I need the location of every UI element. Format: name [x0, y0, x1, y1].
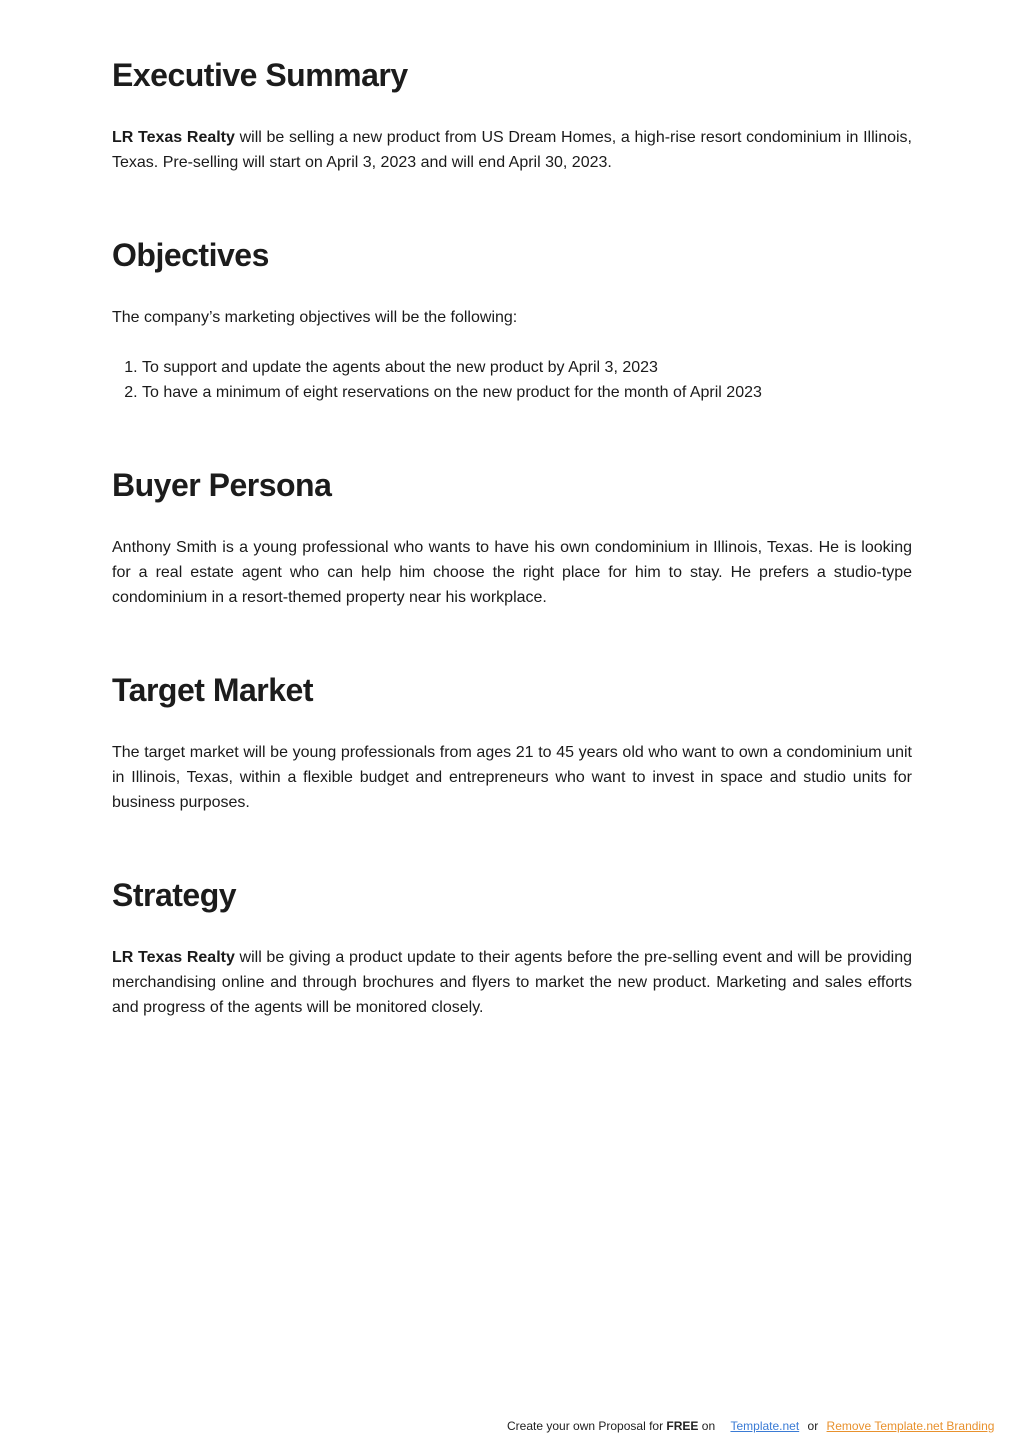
footer-branding — [507, 1419, 994, 1433]
section-heading: Buyer Persona — [112, 467, 332, 503]
footer-on: on — [698, 1419, 716, 1433]
section-paragraph: Anthony Smith is a young professional who wants to have his own condominium in Illinois, Texas. He is looking for a real estate agent who can help him choose the right place for him to stay. He prefers a studio-type condominium in a resort-themed property near his workplace. — [112, 539, 912, 606]
section-heading: Strategy — [112, 877, 237, 913]
section-paragraph — [112, 125, 912, 175]
template-net-link[interactable]: Template.net — [730, 1419, 800, 1433]
section-heading: Target Market — [112, 672, 313, 708]
target-market-section — [112, 670, 912, 815]
section-heading: Executive Summary — [112, 57, 408, 93]
section-paragraph — [112, 945, 912, 1020]
footer-text: Create your own Proposal for — [507, 1419, 667, 1433]
paragraph-text: will be giving a product update to their agents before the pre-selling event and will be providing merchandising online and through brochures and flyers to market the new product. Marketing and sales efforts and progress of the agents will be monitored closely. — [112, 949, 912, 1016]
objectives-list — [112, 355, 912, 405]
paragraph-text: will be selling a new product from US Dream Homes, a high-rise resort condominium in Illinois, Texas. Pre-selling will start on April 3, 2023 and will end April 30, 2023. — [112, 129, 913, 171]
footer-free: FREE — [666, 1419, 699, 1433]
strategy-section — [112, 875, 912, 1020]
remove-branding-link[interactable]: Remove Template.net Branding — [826, 1419, 995, 1433]
section-heading: Objectives — [112, 237, 269, 273]
list-item: 1. To support and update the agents about the new product by April 3, 2023 — [142, 355, 912, 380]
executive-summary-section — [112, 55, 912, 175]
list-item: 2. To have a minimum of eight reservations on the new product for the month of April 2023 — [142, 380, 912, 405]
company-name: LR Texas Realty — [112, 129, 235, 146]
footer-or: or — [807, 1419, 819, 1433]
section-paragraph: The company’s marketing objectives will be the following: — [112, 309, 518, 326]
objectives-section — [112, 235, 912, 405]
company-name: LR Texas Realty — [112, 949, 235, 966]
buyer-persona-section — [112, 465, 912, 610]
section-paragraph: The target market will be young professionals from ages 21 to 45 years old who want to own a condominium unit in Illinois, Texas, within a flexible budget and entrepreneurs who want to invest in space and studio units for business purposes. — [112, 744, 912, 811]
